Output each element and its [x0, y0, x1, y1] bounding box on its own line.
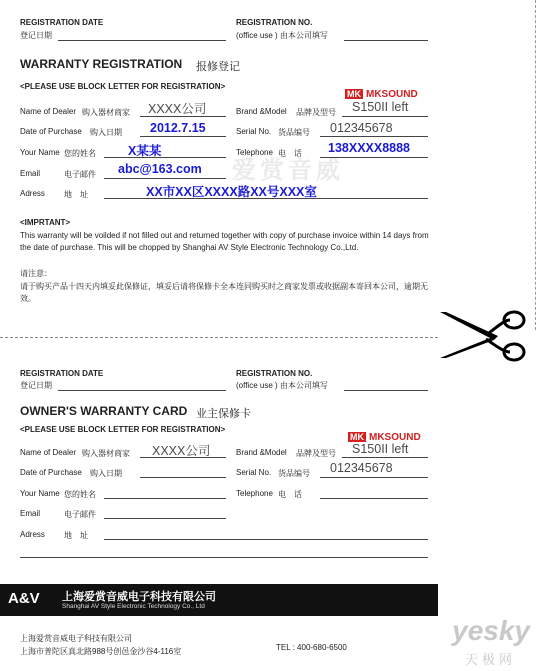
- owner-address-line-2: [20, 557, 428, 558]
- footer-address: 上海市普陀区真北路988号创邑金沙谷4-116室: [20, 647, 182, 656]
- yesky-watermark: yesky: [452, 615, 530, 646]
- av-logo: A&V: [8, 590, 40, 607]
- owner-title-cn: 业主保修卡: [196, 408, 251, 420]
- owner-name-line: [104, 498, 226, 499]
- owner-address-label: Adress: [20, 530, 45, 539]
- purchase-line: [140, 136, 226, 137]
- tel-line: [320, 157, 428, 158]
- owner-brand-label: Brand &Model: [236, 448, 287, 457]
- address-cn: 地 址: [64, 190, 88, 199]
- company-name-cn: 上海爱赏音威电子科技有限公司: [62, 591, 216, 603]
- owner-serial-cn: 货品编号: [278, 469, 310, 478]
- owner-reg-no-cn: (office use ) 由本公司填写: [236, 381, 328, 390]
- dealer-label: Name of Dealer: [20, 107, 77, 116]
- important-text: This warranty will be voilded if not filled out and returned together with copy of purchase invoice within 14 days from the date of purchase. This will be chopped by Shanghai AV Style Electronic Technology Co.,Ltd.: [20, 231, 429, 252]
- tel-cn: 电 话: [278, 149, 302, 158]
- owner-dealer-value[interactable]: XXXX公司: [152, 444, 211, 458]
- owner-purchase-line: [140, 477, 226, 478]
- brand-cn: 品牌及型号: [296, 108, 336, 117]
- purchase-cn: 购入日期: [90, 128, 122, 137]
- owner-email-line: [104, 518, 226, 519]
- owner-title: OWNER'S WARRANTY CARD: [20, 404, 188, 418]
- purchase-value[interactable]: 2012.7.15: [150, 121, 206, 135]
- owner-purchase-label: Date of Purchase: [20, 468, 82, 477]
- owner-reg-no-label: REGISTRATION NO.: [236, 369, 313, 378]
- block-letter-notice: <PLEASE USE BLOCK LETTER FOR REGISTRATION>: [20, 82, 226, 91]
- serial-label: Serial No.: [236, 127, 272, 136]
- owner-block-letter-notice: <PLEASE USE BLOCK LETTER FOR REGISTRATION>: [20, 425, 226, 434]
- name-label: Your Name: [20, 148, 60, 157]
- dealer-line: [140, 116, 226, 117]
- owner-tel-line: [320, 498, 428, 499]
- name-value[interactable]: X某某: [128, 144, 162, 158]
- owner-mksound-logo: MK MKSOUND: [350, 432, 421, 443]
- cn-note-text: 请于购买产品十四天内填妥此保修证，填妥后请将保修卡全本连同购买时之商家发票或收据副本寄回本公司，逾期无效。: [20, 282, 428, 303]
- cut-line: [0, 337, 438, 338]
- reg-date-line: [58, 40, 226, 41]
- owner-name-cn: 您的姓名: [64, 490, 96, 499]
- owner-email-cn: 电子邮件: [64, 510, 96, 519]
- owner-reg-date-cn: 登记日期: [20, 381, 52, 390]
- email-label: Email: [20, 169, 41, 178]
- owner-name-label: Your Name: [20, 489, 60, 498]
- owner-serial-label: Serial No.: [236, 468, 272, 477]
- email-cn: 电子邮件: [64, 170, 96, 179]
- dealer-cn: 购入器材商家: [82, 108, 130, 117]
- owner-serial-line: [320, 477, 428, 478]
- owner-reg-date-line: [58, 390, 226, 391]
- company-banner: [0, 584, 438, 616]
- important-title: <IMPRTANT>: [20, 218, 71, 227]
- mksound-logo: MK MKSOUND: [347, 89, 418, 100]
- company-name-en: Shanghai AV Style Electronic Technology Co., Ltd: [62, 603, 205, 610]
- reg-date-cn: 登记日期: [20, 31, 52, 40]
- owner-address-line: [104, 539, 428, 540]
- owner-purchase-cn: 购入日期: [90, 469, 122, 478]
- reg-no-line: [344, 40, 428, 41]
- scissors-icon: [438, 308, 528, 364]
- watermark-text: 爱赏音威: [232, 157, 344, 184]
- reg-no-cn: (office use ) 由本公司填写: [236, 31, 328, 40]
- owner-dealer-cn: 购入器材商家: [82, 449, 130, 458]
- footer-tel: TEL : 400-680-6500: [276, 643, 347, 652]
- owner-brand-value[interactable]: S150II left: [352, 442, 409, 456]
- name-line: [104, 157, 226, 158]
- brand-line: [342, 116, 428, 117]
- owner-dealer-label: Name of Dealer: [20, 448, 77, 457]
- yesky-watermark-cn: 天极网: [464, 652, 516, 667]
- reg-no-label: REGISTRATION NO.: [236, 18, 313, 27]
- tel-label: Telephone: [236, 148, 273, 157]
- serial-line: [320, 136, 428, 137]
- purchase-label: Date of Purchase: [20, 127, 82, 136]
- cn-note-title: 请注意：: [20, 269, 52, 278]
- address-value[interactable]: XX市XX区XXXX路XX号XXX室: [146, 185, 317, 199]
- owner-tel-cn: 电 话: [278, 490, 302, 499]
- dealer-value[interactable]: XXXX公司: [148, 102, 207, 116]
- tel-value[interactable]: 138XXXX8888: [328, 141, 411, 155]
- warranty-title: WARRANTY REGISTRATION: [20, 57, 183, 71]
- owner-brand-cn: 品牌及型号: [296, 449, 336, 458]
- owner-serial-value[interactable]: 012345678: [330, 461, 393, 475]
- address-line: [104, 198, 428, 199]
- right-cut-border: [535, 0, 536, 330]
- email-line: [104, 178, 226, 179]
- owner-address-cn: 地 址: [64, 531, 88, 540]
- owner-reg-date-label: REGISTRATION DATE: [20, 369, 104, 378]
- owner-brand-line: [342, 457, 428, 458]
- name-cn: 您的姓名: [64, 149, 96, 158]
- warranty-title-cn: 报修登记: [196, 61, 240, 73]
- footer-company: 上海爱赏音威电子科技有限公司: [20, 634, 132, 643]
- serial-value[interactable]: 012345678: [330, 121, 393, 135]
- owner-email-label: Email: [20, 509, 41, 518]
- brand-label: Brand &Model: [236, 107, 287, 116]
- owner-dealer-line: [140, 457, 226, 458]
- brand-value[interactable]: S150II left: [352, 100, 409, 114]
- email-value[interactable]: abc@163.com: [118, 162, 202, 176]
- address-label: Adress: [20, 189, 45, 198]
- owner-reg-no-line: [344, 390, 428, 391]
- reg-date-label: REGISTRATION DATE: [20, 18, 104, 27]
- owner-tel-label: Telephone: [236, 489, 273, 498]
- serial-cn: 货品编号: [278, 128, 310, 137]
